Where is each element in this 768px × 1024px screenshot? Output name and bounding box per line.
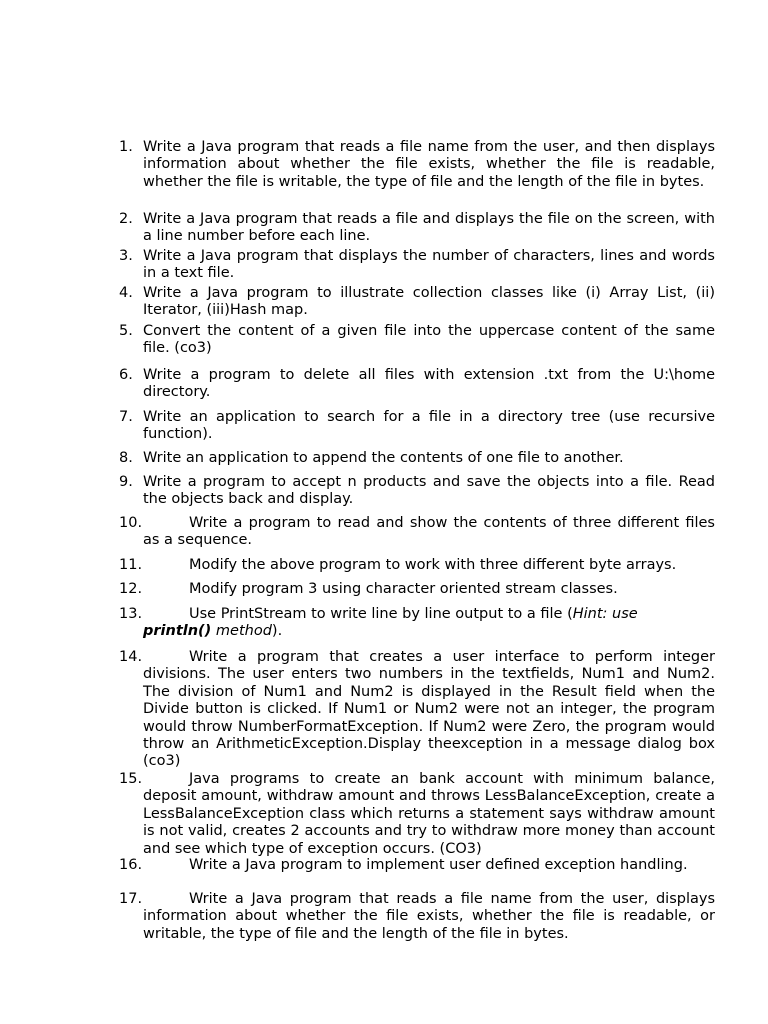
question-14 <box>119 649 715 771</box>
question-13 <box>119 606 715 641</box>
question-text: Java programs to create an bank account with minimum balance, deposit amount, withdraw amount and throws LessBalanceException, create a LessBalanceException class which returns a statement says withdraw amount is not valid, creates 2 accounts and try to withdraw more money than account and see which type of exception occurs. (CO3) <box>143 771 715 857</box>
question-5 <box>119 323 715 358</box>
question-3 <box>119 248 715 283</box>
question-1 <box>119 139 715 191</box>
question-number: 1. <box>119 139 133 155</box>
question-number: 3. <box>119 248 133 264</box>
question-text-end: ). <box>271 623 283 640</box>
question-text: Modify program 3 using character oriented stream classes. <box>189 581 618 597</box>
hint-code: println() <box>143 623 212 640</box>
question-15 <box>119 771 715 858</box>
question-text: Write an application to append the contents of one file to another. <box>143 450 624 466</box>
question-4 <box>119 285 715 320</box>
question-text: Write a Java program to implement user defined exception handling. <box>189 857 688 873</box>
question-8 <box>119 450 715 467</box>
question-2 <box>119 211 715 246</box>
question-text: Write a program to delete all files with extension .txt from the U:\home directory. <box>143 367 715 401</box>
question-6 <box>119 367 715 402</box>
question-9 <box>119 474 715 509</box>
question-text: Write a Java program that reads a file name from the user, displays information about whether the file exists, whether the file is readable, or writable, the type of file and the length of the file in bytes. <box>143 891 715 942</box>
question-number: 2. <box>119 211 133 227</box>
question-text: Write a Java program that displays the number of characters, lines and words in a text file. <box>143 248 715 282</box>
question-text: Write a Java program that reads a file name from the user, and then displays information about whether the file exists, whether the file is readable, whether the file is writable, the type of file and the length of the file in bytes. <box>143 139 715 190</box>
hint-label: Hint: use <box>572 606 638 622</box>
question-text: Write a Java program that reads a file and displays the file on the screen, with a line number before each line. <box>143 211 715 245</box>
question-number: 17. <box>119 891 143 907</box>
question-text: Write a program to accept n products and save the objects into a file. Read the objects back and display. <box>143 474 715 508</box>
question-text: Write a program that creates a user interface to perform integer divisions. The user enters two numbers in the textfields, Num1 and Num2. The division of Num1 and Num2 is displayed in the Result field when the Divide button is clicked. If Num1 or Num2 were not an integer, the program would throw NumberFormatException. If Num2 were Zero, the program would throw an ArithmeticException.Display theexception in a message dialog box (co3) <box>143 649 715 770</box>
question-number: 4. <box>119 285 133 301</box>
question-7 <box>119 409 715 444</box>
question-text: Write a program to read and show the contents of three different files as a sequence. <box>143 515 715 549</box>
question-number: 14. <box>119 649 143 665</box>
question-text: Convert the content of a given file into the uppercase content of the same file. (co3) <box>143 323 715 357</box>
question-text: Use PrintStream to write line by line output to a file ( <box>189 606 573 622</box>
question-text: Write a Java program to illustrate collection classes like (i) Array List, (ii) Iterator, (iii)Hash map. <box>143 285 715 319</box>
question-number: 8. <box>119 450 133 466</box>
question-number: 7. <box>119 409 133 425</box>
question-number: 5. <box>119 323 133 339</box>
question-number: 10. <box>119 515 143 531</box>
question-number: 16. <box>119 857 143 873</box>
question-number: 11. <box>119 557 143 573</box>
question-12 <box>119 581 715 598</box>
question-number: 13. <box>119 606 143 622</box>
hint-method: method <box>211 623 272 640</box>
question-number: 6. <box>119 367 133 383</box>
question-text: Modify the above program to work with three different byte arrays. <box>189 557 677 573</box>
question-number: 9. <box>119 474 133 490</box>
question-10 <box>119 515 715 550</box>
question-17 <box>119 891 715 943</box>
question-text: Write an application to search for a file in a directory tree (use recursive function). <box>143 409 715 443</box>
question-number: 15. <box>119 771 143 787</box>
question-11 <box>119 557 715 574</box>
question-number: 12. <box>119 581 143 597</box>
question-16 <box>119 857 715 874</box>
